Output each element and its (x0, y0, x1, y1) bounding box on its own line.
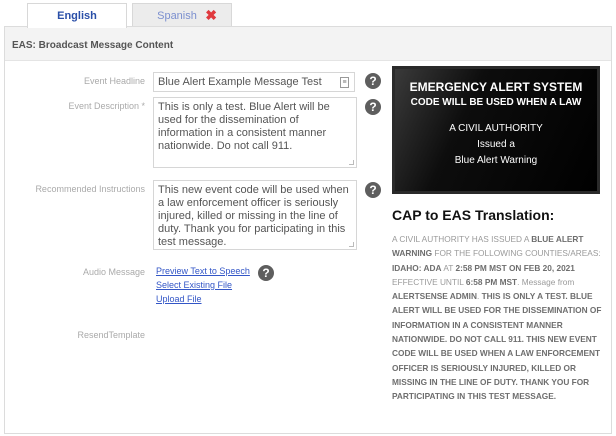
eas-preview-line: EMERGENCY ALERT SYSTEM (409, 80, 583, 94)
cap-segment-bold: 2:58 PM MST ON FEB 20, 2021 (455, 262, 575, 273)
recommended-instructions-textarea[interactable] (153, 180, 357, 250)
event-description-value: This is only a test. Blue Alert will be used for the dissemination of information in a consistent manner nationwide. Do not call 911. (158, 101, 330, 152)
cap-segment: . (476, 291, 482, 302)
cap-segment-bold: 6:58 PM MST (465, 276, 518, 287)
cap-segment: EFFECTIVE UNTIL (392, 276, 466, 287)
recommended-instructions-value: This new event code will be used when a law enforcement officer is seriously injured, killed or missing in the line of duty. Thank you for participating in this test message. (158, 184, 349, 248)
resend-template-label: ResendTemplate (77, 330, 145, 340)
cap-segment-bold: BLUE ALERT WARNING (392, 234, 584, 259)
preview-text-to-speech-link[interactable]: Preview Text to Speech (156, 266, 250, 276)
event-headline-input[interactable] (153, 72, 355, 92)
cap-segment-bold: IDAHO: ADA (392, 262, 442, 273)
event-headline-value: Blue Alert Example Message Test (158, 76, 322, 88)
resize-handle[interactable] (349, 242, 354, 247)
eas-preview-screen (392, 66, 600, 194)
audio-message-label: Audio Message (82, 267, 145, 277)
select-existing-file-link[interactable]: Select Existing File (156, 280, 233, 290)
cap-translation-title: CAP to EAS Translation: (392, 207, 555, 223)
help-icon[interactable]: ? (365, 182, 381, 198)
cap-segment: . Message from (517, 276, 575, 287)
language-tabbar (0, 0, 616, 27)
cap-translation-text (392, 232, 610, 404)
event-description-textarea[interactable] (153, 97, 357, 168)
tab-spanish-label: Spanish (157, 9, 197, 22)
cap-segment: AT (441, 262, 456, 273)
tab-english[interactable] (27, 3, 127, 28)
event-description-label: Event Description * (68, 101, 145, 111)
resize-handle[interactable] (349, 160, 354, 165)
help-icon[interactable]: ? (365, 73, 381, 89)
eas-preview-line: A CIVIL AUTHORITY (449, 123, 543, 134)
tab-spanish[interactable] (132, 3, 232, 27)
eas-preview-line: CODE WILL BE USED WHEN A LAW (410, 97, 582, 108)
cap-segment-bold: THIS IS ONLY A TEST. BLUE ALERT WILL BE USED FOR THE DISSEMINATION OF INFORMATION IN A CONSISTENT MANNER NATIONWIDE. DO NOT CALL 911. THIS NEW EVENT CODE WILL BE USED WHEN A LAW ENFORCEMENT OFFICER IS SERIOUSLY INJURED, KILLED OR MISSING IN THE LINE OF DUTY. THANK YOU FOR PARTICIPATING IN THIS TEST MESSAGE. (392, 291, 602, 402)
cap-segment: FOR THE FOLLOWING COUNTIES/AREAS: (432, 248, 601, 259)
recommended-instructions-label: Recommended Instructions (35, 184, 145, 194)
template-field-icon[interactable]: ≡ (340, 77, 349, 88)
audio-message-links (156, 264, 250, 306)
event-headline-label: Event Headline (83, 76, 145, 86)
close-x-icon[interactable]: ✖ (205, 7, 217, 23)
help-icon[interactable]: ? (365, 99, 381, 115)
eas-preview-line: Blue Alert Warning (454, 155, 538, 166)
cap-segment: A CIVIL AUTHORITY HAS ISSUED A (392, 234, 532, 244)
cap-segment-bold: ALERTSENSE ADMIN (392, 291, 477, 302)
eas-preview-line: Issued a (477, 139, 515, 150)
eas-preview-display (395, 69, 597, 191)
help-icon[interactable]: ? (258, 265, 274, 281)
upload-file-link[interactable]: Upload File (156, 294, 202, 304)
tab-english-label: English (57, 10, 97, 22)
panel-title: EAS: Broadcast Message Content (5, 27, 611, 61)
